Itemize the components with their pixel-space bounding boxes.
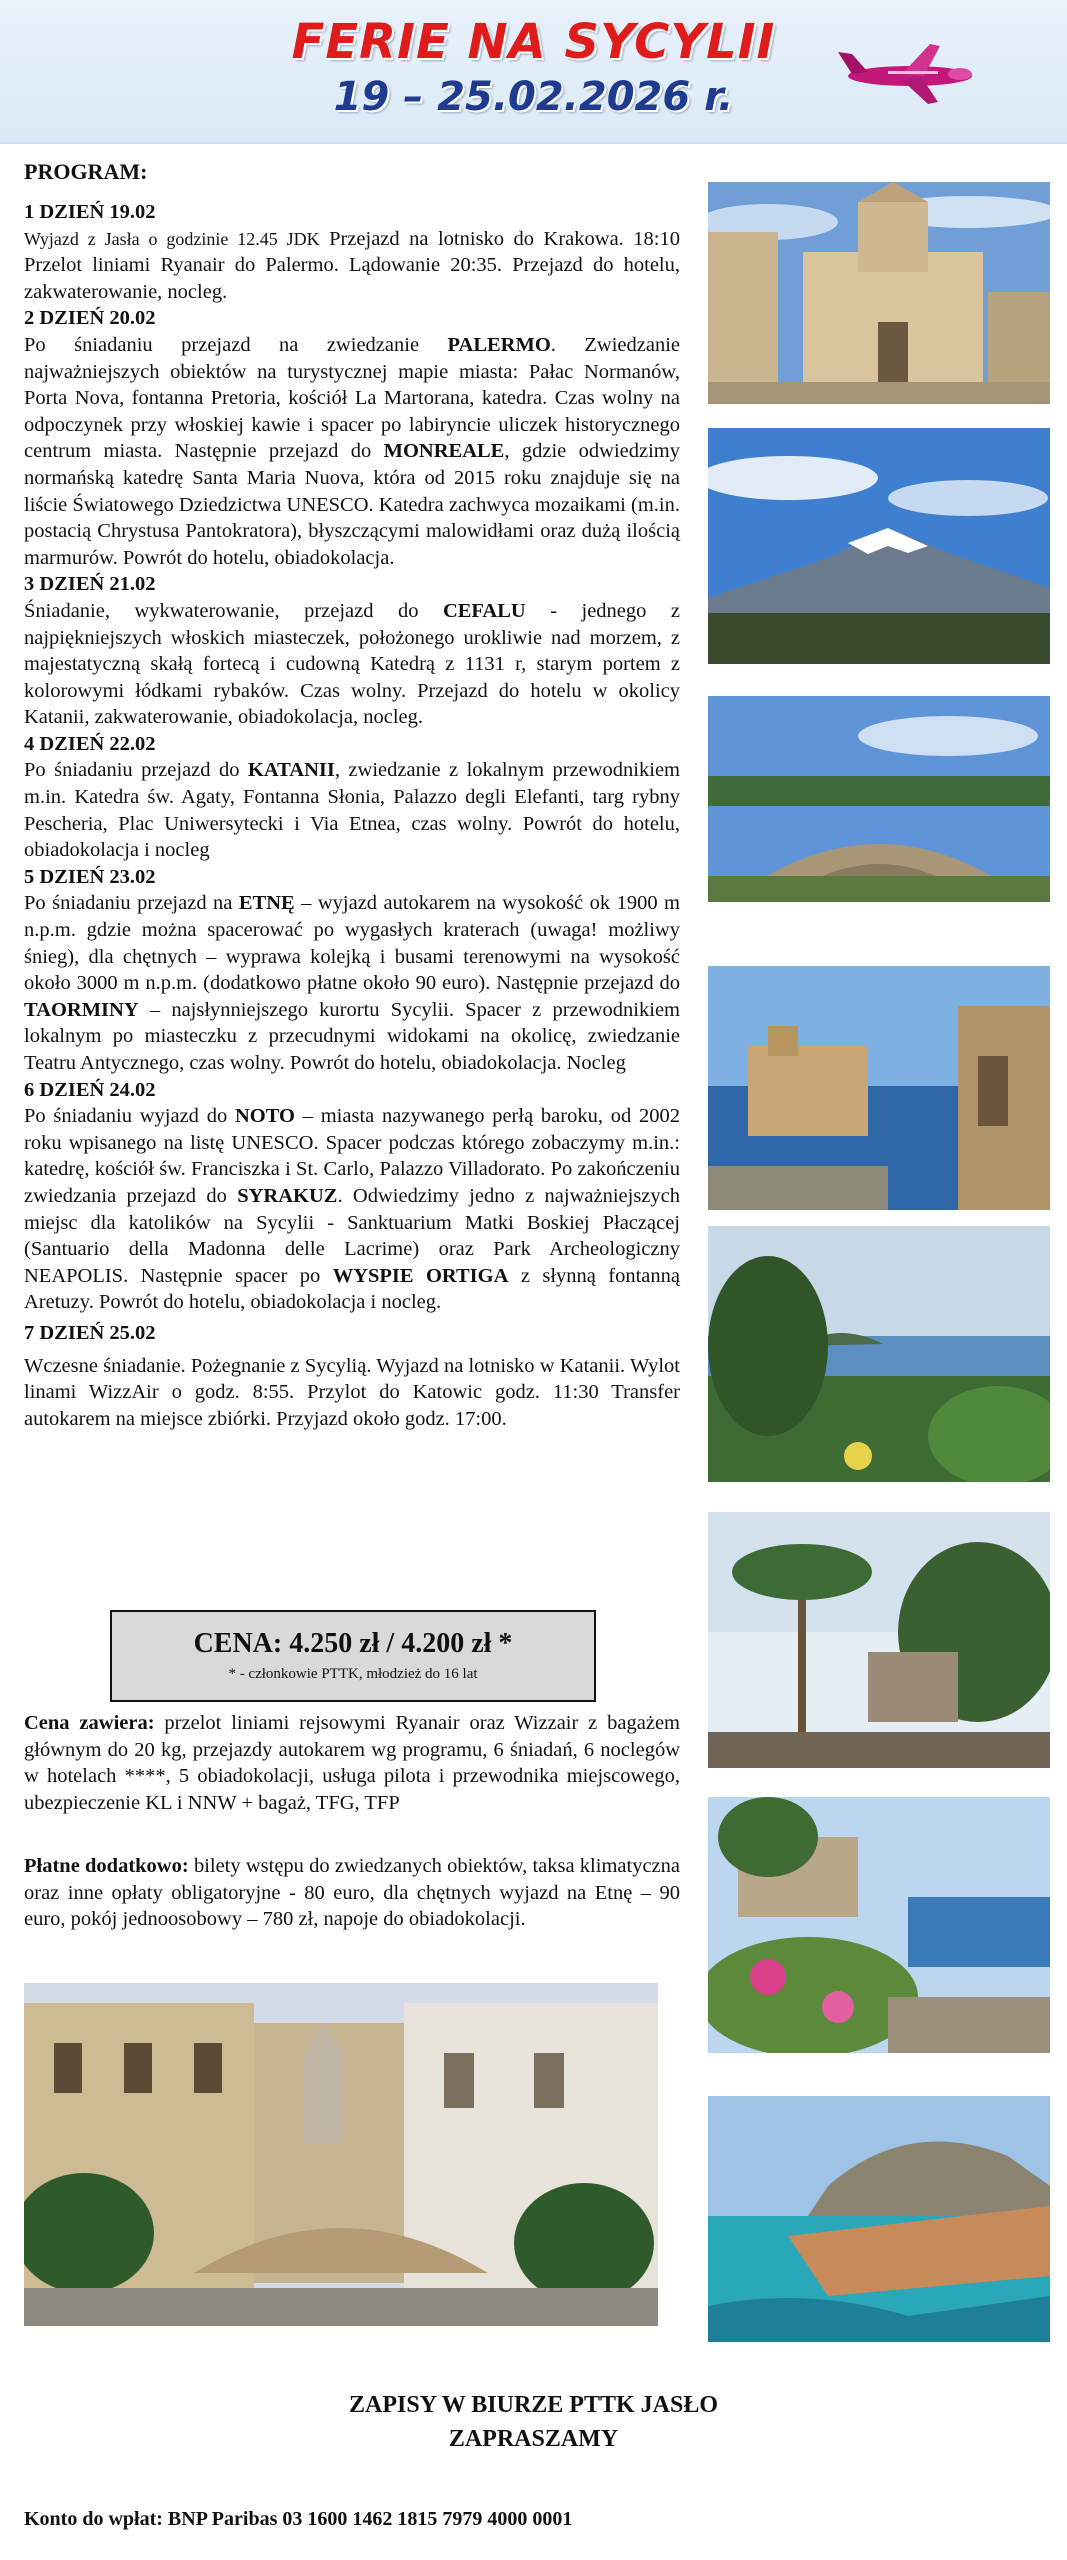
photo-ortigia-coast bbox=[708, 966, 1050, 1210]
page-title: FERIE NA SYCYLII bbox=[291, 14, 776, 70]
day-title: 5 DZIEŃ 23.02 bbox=[24, 865, 156, 888]
photo-greek-theatre bbox=[708, 696, 1050, 902]
extra-text: bilety wstępu do zwiedzanych obiektów, taksa klimatyczna oraz inne opłaty obligatoryjne - 80 euro, dla chętnych wyjazd na Etnę – 90 euro, pokój jednoosobowy – 780 zł, napoje do obiadokolacji. bbox=[24, 1855, 680, 1931]
price-note: * - członkowie PTTK, młodzież do 16 lat bbox=[228, 1666, 478, 1682]
invitation-line: ZAPRASZAMY bbox=[448, 2426, 619, 2452]
photo-cefalu bbox=[708, 2096, 1050, 2342]
day-6 bbox=[24, 1077, 680, 1316]
day-5 bbox=[24, 864, 680, 1077]
day-title: 6 DZIEŃ 24.02 bbox=[24, 1078, 156, 1101]
day-description: Po śniadaniu wyjazd do NOTO – miasta nazywanego perłą baroku, od 2002 roku wpisanego na listę UNESCO. Spacer podczas którego zobaczymy m.in.: katedrę, kościół św. Franciszka i St. Carlo, Palazzo Villadorato. Po zakończeniu zwiedzania przejazd do SYRAKUZ. Odwiedzimy jedno z najważniejszych miejsc dla katolików na Sycylii - Sanktuarium Matki Boskiej Płaczącej (Santuario della Madonna delle Lacrime) oraz Park Archeologiczny NEAPOLIS. Następnie spacer po WYSPIE ORTIGA z słynną fontanną Aretuzy. Powrót do hotelu, obiadokolacja i nocleg. bbox=[24, 1105, 680, 1314]
header-banner bbox=[0, 0, 1067, 144]
price-box bbox=[110, 1610, 596, 1702]
day-2 bbox=[24, 305, 680, 571]
extra-label: Płatne dodatkowo: bbox=[24, 1855, 189, 1877]
day-7 bbox=[24, 1320, 680, 1432]
day-description: Po śniadaniu przejazd na ETNĘ – wyjazd autokarem na wysokość ok 1900 m n.p.m. gdzie można spacerować po wygasłych kraterach (uwaga! możliwy śnieg), dla chętnych – wyprawa kolejką i busami terenowymi na wysokość około 3000 m n.p.m. (dodatkowo płatne około 90 euro). Następnie przejazd do TAORMINY – najsłynniejszego kurortu Sycylii. Spacer z przewodnikiem lokalnym po miasteczku z przecudnymi widokami na okolicę, zwiedzanie Teatru Antycznego, czas wolny. Powrót do hotelu, obiadokolacja. Nocleg bbox=[24, 892, 680, 1074]
photo-garden-palms bbox=[708, 1512, 1050, 1768]
price-includes bbox=[24, 1710, 680, 1816]
includes-label: Cena zawiera: bbox=[24, 1712, 155, 1734]
bank-account: Konto do wpłat: BNP Paribas 03 1600 1462 1815 7979 4000 0001 bbox=[24, 2508, 573, 2530]
day-title: 1 DZIEŃ 19.02 bbox=[24, 201, 156, 223]
program-days bbox=[24, 199, 680, 1432]
day-title: 4 DZIEŃ 22.02 bbox=[24, 732, 156, 755]
day-1 bbox=[24, 199, 680, 305]
day-title: 3 DZIEŃ 21.02 bbox=[24, 573, 156, 596]
day-description: Po śniadaniu przejazd do KATANII, zwiedzanie z lokalnym przewodnikiem m.in. Katedra św. Agaty, Fontanna Słonia, Palazzo degli Elefanti, targ rybny Pescheria, Plac Uniwersytecki i Via Etnea, czas wolny. Powrót do hotelu, obiadokolacja i nocleg bbox=[24, 759, 680, 862]
trip-dates: 19 – 25.02.2026 r. bbox=[333, 74, 734, 120]
includes-text: przelot liniami rejsowymi Ryanair oraz Wizzair z bagażem głównym do 20 kg, przejazdy autokarem wg programu, 6 śniadań, 6 noclegów w hotelach ****, 5 obiadokolacji, usługa pilota i przewodnika miejscowego, ubezpieczenie KL i NNW + bagaż, TFG, TFP bbox=[24, 1712, 680, 1814]
extra-costs bbox=[24, 1853, 680, 1933]
day-title: 2 DZIEŃ 20.02 bbox=[24, 307, 156, 330]
day-description: Wczesne śniadanie. Pożegnanie z Sycylią. Wyjazd na lotnisko w Katanii. Wylot linami WizzAir o godz. 8:55. Przylot do Katowic godz. 11:30 Transfer autokarem na miejsce zbiórki. Przyjazd około godz. 17:00. bbox=[24, 1354, 680, 1430]
day-3 bbox=[24, 571, 680, 731]
program-heading: PROGRAM: bbox=[24, 159, 148, 184]
photo-taormina bbox=[708, 1226, 1050, 1482]
day-title: 7 DZIEŃ 25.02 bbox=[24, 1321, 156, 1344]
photo-cathedral bbox=[708, 182, 1050, 404]
signup-line: ZAPISY W BIURZE PTTK JASŁO bbox=[349, 2392, 718, 2418]
price-main: CENA: 4.250 zł / 4.200 zł * bbox=[193, 1628, 513, 1659]
day-description: Śniadanie, wykwaterowanie, przejazd do CEFALU - jednego z najpiękniejszych włoskich miasteczek, położonego urokliwie nad morzem, z majestatyczną skałą fortecą i cudowną Katedrą z 1131 r, starym portem z kolorowymi łódkami rybaków. Czas wolny. Przejazd do hotelu w okolicy Katanii, zakwaterowanie, obiadokolacja, nocleg. bbox=[24, 599, 680, 729]
airplane-icon bbox=[832, 38, 982, 108]
photo-flower-terrace bbox=[708, 1797, 1050, 2053]
photo-etna bbox=[708, 428, 1050, 664]
day-description: Wyjazd z Jasła o godzinie 12.45 JDK Przejazd na lotnisko do Krakowa. 18:10 Przelot liniami Ryanair do Palermo. Lądowanie 20:35. Przejazd do hotelu, zakwaterowanie, nocleg. bbox=[24, 227, 680, 303]
day-description: Po śniadaniu przejazd na zwiedzanie PALERMO. Zwiedzanie najważniejszych obiektów na turystycznej mapie miasta: Pałac Normanów, Porta Nova, fontanna Pretoria, kościół La Martorana, katedra. Czas wolny na odpoczynek przy włoskiej kawie i spacer po labiryncie uliczek historycznego centrum miasta. Następnie przejazd do MONREALE, gdzie odwiedzimy normańską katedrę Santa Maria Nuova, która od 2015 roku znajduje się na liście Światowego Dziedzictwa UNESCO. Katedra zachwyca mozaikami (m.in. postacią Chrystusa Pantokratora), błyszczącymi malowidłami oraz dużą ilością marmurów. Powrót do hotelu, obiadokolacja. bbox=[24, 333, 680, 569]
photo-fountain-diana bbox=[24, 1983, 658, 2326]
day-4 bbox=[24, 731, 680, 864]
